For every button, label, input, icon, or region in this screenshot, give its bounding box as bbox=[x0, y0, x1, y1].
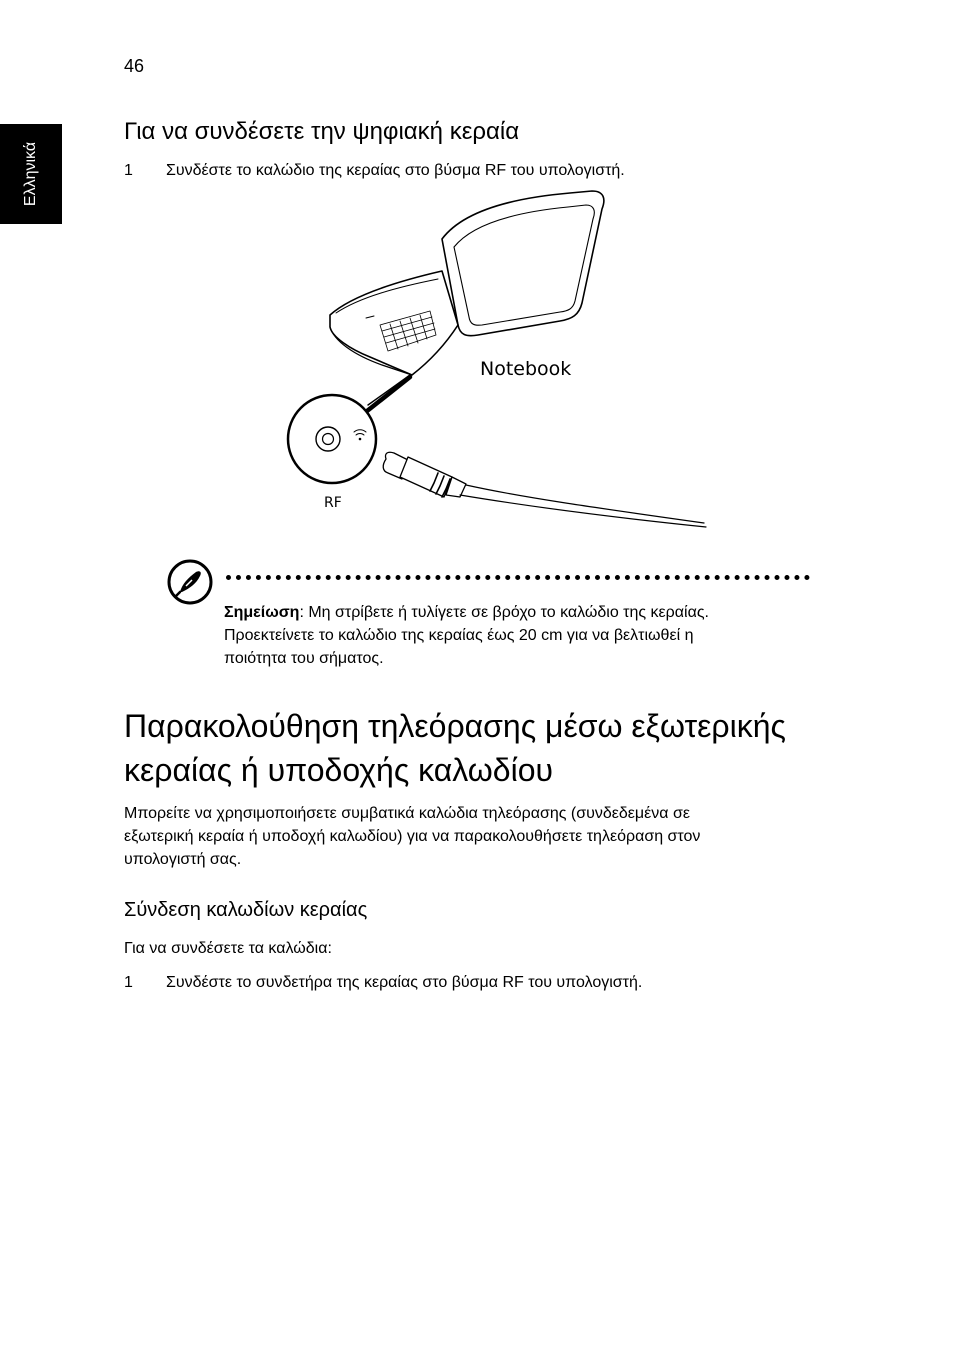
body-line3: υπολογιστή σας. bbox=[124, 851, 242, 868]
step-text: Συνδέστε το συνδετήρα της κεραίας στο βύσμα RF του υπολογιστή. bbox=[166, 974, 643, 991]
page-number: 46 bbox=[124, 56, 145, 76]
language-tab bbox=[0, 124, 62, 224]
body-line2: εξωτερική κεραία ή υποδοχή καλωδίου) για να παρακολουθήσετε τηλεόραση στον bbox=[124, 828, 701, 845]
section-title-line1: Παρακολούθηση τηλεόρασης μέσω εξωτερικής bbox=[124, 708, 786, 744]
section-title-watch-tv bbox=[124, 704, 844, 792]
note-line3: ποιότητα του σήματος. bbox=[224, 650, 384, 667]
note-divider bbox=[226, 575, 810, 580]
section-title-connect-digital-antenna: Για να συνδέσετε την ψηφιακή κεραία bbox=[124, 118, 520, 145]
section-intro-connect-cables: Για να συνδέσετε τα καλώδια: bbox=[124, 940, 332, 957]
section-title-connect-cables: Σύνδεση καλωδίων κεραίας bbox=[124, 899, 368, 921]
notebook-label: Notebook bbox=[480, 358, 572, 380]
note-line2: Προεκτείνετε το καλώδιο της κεραίας έως 20 cm για να βελτιωθεί η bbox=[224, 627, 694, 644]
step-number: 1 bbox=[124, 162, 133, 179]
notebook-rf-diagram bbox=[270, 185, 720, 545]
rf-port-callout bbox=[288, 395, 376, 483]
rf-label: RF bbox=[324, 495, 342, 511]
note-line1: : Μη στρίβετε ή τυλίγετε σε βρόχο το καλώδιο της κεραίας. bbox=[299, 604, 709, 621]
section-body-watch-tv bbox=[124, 802, 824, 871]
step-item bbox=[124, 162, 625, 180]
language-tab-label: Ελληνικά bbox=[22, 141, 39, 207]
note-label: Σημείωση bbox=[224, 604, 300, 621]
note-text bbox=[224, 601, 804, 670]
coax-cable-plug bbox=[383, 452, 706, 527]
step-item bbox=[124, 974, 642, 992]
note-pen-icon bbox=[166, 558, 214, 606]
step-number: 1 bbox=[124, 974, 133, 991]
section-title-line2: κεραίας ή υποδοχής καλωδίου bbox=[124, 752, 553, 788]
notebook-illustration bbox=[330, 191, 604, 375]
step-text: Συνδέστε το καλώδιο της κεραίας στο βύσμα RF του υπολογιστή. bbox=[166, 162, 625, 179]
body-line1: Μπορείτε να χρησιμοποιήσετε συμβατικά καλώδια τηλεόρασης (συνδεδεμένα σε bbox=[124, 805, 690, 822]
